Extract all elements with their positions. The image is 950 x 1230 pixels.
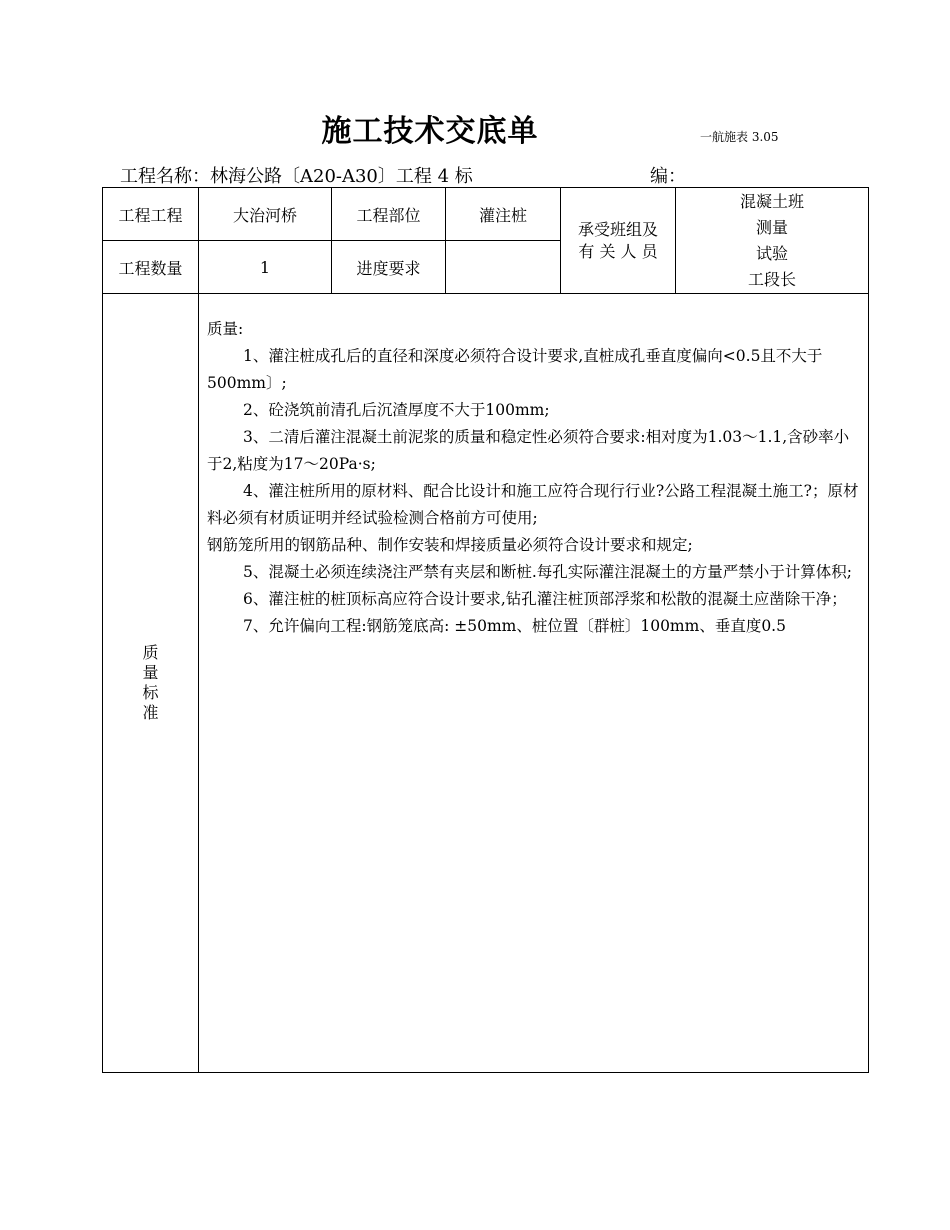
party-member: 工段长 bbox=[747, 269, 796, 289]
party-member: 测量 bbox=[755, 217, 788, 237]
responsible-parties-label-line2: 有 关 人 员 bbox=[578, 241, 658, 261]
responsible-parties-label-line1: 承受班组及 bbox=[577, 219, 658, 239]
party-member: 混凝土班 bbox=[739, 191, 804, 211]
content-paragraph: 2、砼浇筑前清孔后沉渣厚度不大于100mm; bbox=[243, 401, 550, 419]
quantity-value: 1 bbox=[199, 241, 332, 294]
schedule-value bbox=[446, 241, 561, 294]
content-paragraph: 5、混凝土必须连续浇注严禁有夹层和断桩.每孔实际灌注混凝土的方量严禁小于计算体积; bbox=[243, 563, 853, 581]
responsible-parties-label bbox=[561, 188, 676, 294]
project-part-value: 灌注桩 bbox=[446, 188, 561, 241]
form-code: 一航施表 3.05 bbox=[700, 130, 779, 144]
party-member: 试验 bbox=[755, 243, 788, 263]
project-part-label: 工程部位 bbox=[332, 188, 446, 241]
quality-standard-label-text: 质量标准 bbox=[142, 643, 159, 722]
content-paragraph: 1、灌注桩成孔后的直径和深度必须符合设计要求,直桩成孔垂直度偏向<0.5且不大于500mm〕; bbox=[207, 347, 823, 392]
content-paragraph: 6、灌注桩的桩顶标高应符合设计要求,钻孔灌注桩顶部浮浆和松散的混凝土应凿除干净； bbox=[243, 590, 847, 608]
disclosure-table bbox=[102, 187, 869, 1073]
quality-standard-label bbox=[103, 294, 199, 1073]
project-name: 工程名称：林海公路〔A20-A30〕工程 4 标 bbox=[120, 166, 473, 187]
content-paragraph: 钢筋笼所用的钢筋品种、制作安装和焊接质量必须符合设计要求和规定; bbox=[207, 536, 693, 554]
editor-label: 编： bbox=[650, 166, 686, 187]
schedule-label: 进度要求 bbox=[332, 241, 446, 294]
project-item-label: 工程工程 bbox=[103, 188, 199, 241]
document-title: 施工技术交底单 bbox=[321, 114, 539, 149]
quality-standard-content bbox=[199, 294, 869, 1073]
quantity-label: 工程数量 bbox=[103, 241, 199, 294]
table-row bbox=[103, 188, 869, 241]
content-heading: 质量: bbox=[207, 320, 244, 338]
table-row bbox=[103, 294, 869, 1073]
content-paragraph: 4、灌注桩所用的原材料、配合比设计和施工应符合现行行业?公路工程混凝土施工?；原材料必须有材质证明并经试验检测合格前方可使用; bbox=[207, 482, 859, 527]
content-paragraph: 3、二清后灌注混凝土前泥浆的质量和稳定性必须符合要求:相对度为1.03～1.1,含砂率小于2,粘度为17～20Pa·s; bbox=[207, 428, 850, 473]
content-paragraph: 7、允许偏向工程:钢筋笼底高: ±50mm、桩位置〔群桩〕100mm、垂直度0.5 bbox=[243, 617, 786, 635]
responsible-parties-list bbox=[676, 188, 869, 294]
project-item-value: 大治河桥 bbox=[199, 188, 332, 241]
